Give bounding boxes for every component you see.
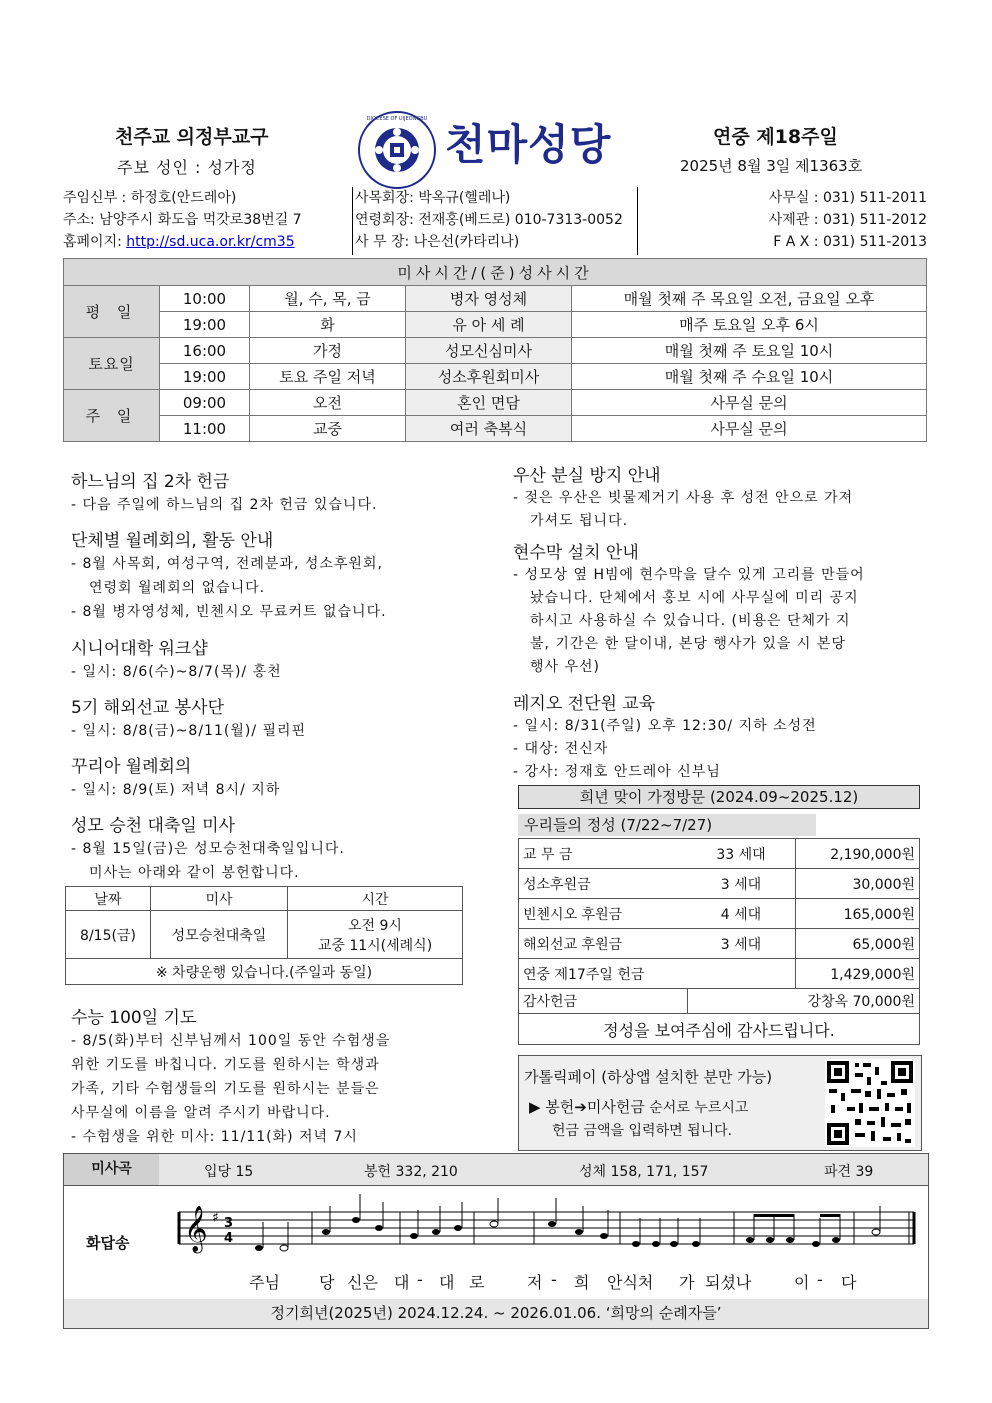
feast-date: 8/15(금) <box>66 911 151 959</box>
notice-text: - 젖은 우산은 빗물제거기 사용 후 성전 안으로 가져 <box>513 490 854 506</box>
mass-time: 11:00 <box>160 416 250 442</box>
mass-day: 가정 <box>250 338 406 364</box>
group-sunday: 주 일 <box>64 390 160 442</box>
table-row <box>519 989 920 1014</box>
sacrament: 성소후원회미사 <box>406 364 572 390</box>
lyric: 다 <box>841 1273 857 1292</box>
fax: F A X : 031) 511-2013 <box>773 234 927 250</box>
notice-text: - 8월 15일(금)은 성모승천대축일입니다. <box>71 841 345 857</box>
entrance-hymn: 입당 15 <box>204 1164 254 1180</box>
sacrament: 성모신심미사 <box>406 338 572 364</box>
office-phone: 사무실 : 031) 511-2011 <box>768 190 927 206</box>
notice-text: - 일시: 8/8(금)~8/11(월)/ 필리핀 <box>71 723 307 739</box>
lyric: 당 <box>319 1273 335 1292</box>
sacrament: 유 아 세 례 <box>406 312 572 338</box>
notice-text: 연령회 월례회의 없습니다. <box>89 580 266 596</box>
notice-title: 단체별 월례회의, 활동 안내 <box>71 531 274 551</box>
offering-count <box>687 959 796 989</box>
notice-text: 가셔도 됩니다. <box>530 513 629 529</box>
col-header: 날짜 <box>66 887 151 911</box>
col-header: 시간 <box>288 887 463 911</box>
notice-text: 불, 기간은 한 달이내, 본당 행사가 있을 시 본당 <box>530 636 846 652</box>
notice-text: 하시고 사용하실 수 있습니다. (비용은 단체가 지 <box>530 613 851 629</box>
notice-title: 꾸리아 월례회의 <box>71 757 192 777</box>
offering-amount: 30,000원 <box>796 869 920 899</box>
sacrament-time: 매월 첫째 주 목요일 오전, 금요일 오후 <box>572 286 927 312</box>
lyric: 되셨나 <box>705 1273 752 1292</box>
lyric: 저 <box>527 1273 543 1292</box>
mass-day: 토요 주일 저녁 <box>250 364 406 390</box>
home-visit-banner: 희년 맞이 가정방문 (2024.09~2025.12) <box>518 785 920 809</box>
sacrament: 여러 축복식 <box>406 416 572 442</box>
pay-title: 가톨릭페이 (하상앱 설치한 분만 가능) <box>524 1068 773 1086</box>
feast-mass: 성모승천대축일 <box>151 911 288 959</box>
notice-text: - 일시: 8/9(토) 저녁 8시/ 지하 <box>71 782 281 798</box>
notice-title: 우산 분실 방지 안내 <box>513 466 661 486</box>
offering-count: 33 세대 <box>687 839 796 869</box>
homepage-label: 홈페이지: <box>63 234 127 250</box>
table-row <box>519 959 920 989</box>
thanks-message: 정성을 보여주심에 감사드립니다. <box>519 1014 920 1045</box>
offering-amount: 65,000원 <box>796 929 920 959</box>
mass-music-label: 미사곡 <box>64 1154 159 1185</box>
table-row <box>64 364 927 390</box>
offertory-hymn: 봉헌 332, 210 <box>364 1164 458 1180</box>
lyric: - <box>551 1270 557 1289</box>
table-row <box>519 899 920 929</box>
group-weekday: 평 일 <box>64 286 160 338</box>
sacrament: 혼인 면담 <box>406 390 572 416</box>
offering-name: 성소후원금 <box>519 869 688 899</box>
issue-date: 2025년 8월 3일 제1363호 <box>680 157 863 175</box>
notice-title: 5기 해외선교 봉사단 <box>71 698 224 718</box>
mass-table-title: 미사시간/(준)성사시간 <box>64 259 927 286</box>
notice-text: - 강사: 정재호 안드레아 신부님 <box>513 764 721 780</box>
qr-code[interactable] <box>825 1059 915 1147</box>
group-saturday: 토요일 <box>64 338 160 390</box>
mass-music-row <box>64 1154 928 1185</box>
svg-text:DIOCESE OF UIJEONGBU: DIOCESE OF UIJEONGBU <box>366 116 428 122</box>
lyric: 대 <box>394 1273 410 1292</box>
offering-name: 해외선교 후원금 <box>519 929 688 959</box>
lyric: 대 <box>439 1273 455 1292</box>
offering-count: 4 세대 <box>687 899 796 929</box>
diocese-name: 천주교 의정부교구 <box>115 126 269 148</box>
dismissal-hymn: 파견 39 <box>824 1164 874 1180</box>
divider <box>352 187 353 255</box>
mass-time: 16:00 <box>160 338 250 364</box>
notice-text: - 성모상 옆 H빔에 현수막을 달수 있게 고리를 만들어 <box>513 567 865 583</box>
catholic-pay-box <box>518 1055 922 1151</box>
pay-instruction: 헌금 금액을 입력하면 됩니다. <box>552 1123 733 1139</box>
notice-text: - 8/5(화)부터 신부님께서 100일 동안 수험생을 <box>71 1033 391 1049</box>
rectory-phone: 사제관 : 031) 511-2012 <box>768 212 927 228</box>
mass-day: 화 <box>250 312 406 338</box>
mass-music-box <box>63 1153 929 1329</box>
offering-count: 3 세대 <box>687 869 796 899</box>
pay-instruction: 순서로 누르시고 <box>644 1100 749 1116</box>
notice-title: 하느님의 집 2차 헌금 <box>71 472 230 492</box>
notice-text: - 일시: 8/6(수)~8/7(목)/ 홍천 <box>71 664 282 680</box>
thanks-label: 감사헌금 <box>519 989 688 1014</box>
homepage-link[interactable]: http://sd.uca.or.kr/cm35 <box>126 234 295 250</box>
notice-text: 행사 우선) <box>530 659 601 675</box>
pastor: 주임신부 : 하정호(안드레아) <box>63 190 237 206</box>
notice-text: 사무실에 이름을 알려 주시기 바랍니다. <box>71 1105 331 1121</box>
notice-title: 성모 승천 대축일 미사 <box>71 816 236 836</box>
notice-text: 가족, 기타 수험생들의 기도를 원하시는 분들은 <box>71 1081 380 1097</box>
notice-text: - 수험생을 위한 미사: 11/11(화) 저녁 7시 <box>71 1129 358 1145</box>
svg-text:3: 3 <box>224 1216 234 1231</box>
mass-day: 오전 <box>250 390 406 416</box>
jubilee-footer: 정기희년(2025년) 2024.12.24. ~ 2026.01.06. ‘희망의 순례자들’ <box>64 1299 928 1328</box>
pay-instruction-strong: ▶ 봉헌➔미사헌금 <box>529 1098 645 1116</box>
table-row <box>64 416 927 442</box>
thanks-value: 강창옥 70,000원 <box>687 989 920 1014</box>
parish-info <box>63 187 927 257</box>
mass-day: 월, 수, 목, 금 <box>250 286 406 312</box>
feast-time: 교중 11시(세례식) <box>317 937 433 954</box>
mass-time: 10:00 <box>160 286 250 312</box>
notice-text: 미사는 아래와 같이 봉헌합니다. <box>89 865 300 881</box>
offering-count: 3 세대 <box>687 929 796 959</box>
liturgical-sunday: 연중 제18주일 <box>713 126 838 148</box>
offering-amount: 2,190,000원 <box>796 839 920 869</box>
notice-title: 시니어대학 워크샵 <box>71 639 208 659</box>
notice-text: - 대상: 전신자 <box>513 741 609 757</box>
table-row <box>519 869 920 899</box>
notice-title: 수능 100일 기도 <box>71 1008 197 1028</box>
sacrament: 병자 영성체 <box>406 286 572 312</box>
notice-text: - 다음 주일에 하느님의 집 2차 헌금 있습니다. <box>71 497 378 513</box>
psalm-label: 화답송 <box>86 1234 130 1252</box>
council-president: 사목회장: 박옥규(헬레나) <box>355 190 511 206</box>
communion-hymn: 성체 158, 171, 157 <box>579 1164 709 1180</box>
feast-time: 오전 9시 <box>348 917 402 934</box>
svg-text:4: 4 <box>224 1231 234 1246</box>
table-row <box>64 286 927 312</box>
notice-title: 현수막 설치 안내 <box>513 543 639 563</box>
notice-text: 놨습니다. 단체에서 홍보 시에 사무실에 미리 공지 <box>530 590 859 606</box>
table-row <box>519 839 920 869</box>
offering-name: 빈첸시오 후원금 <box>519 899 688 929</box>
table-row <box>64 312 927 338</box>
psalm-lyrics <box>249 1270 889 1294</box>
parish-title: 천마성당 <box>445 120 612 169</box>
svg-text:♯: ♯ <box>212 1210 219 1226</box>
notice-title: 레지오 전단원 교육 <box>513 694 656 714</box>
notice-text: - 8월 병자영성체, 빈첸시오 무료커트 없습니다. <box>71 604 387 620</box>
mass-day: 교중 <box>250 416 406 442</box>
mass-time: 09:00 <box>160 390 250 416</box>
bulletin-saint: 주보 성인 : 성가정 <box>117 158 257 177</box>
sacrament-time: 사무실 문의 <box>572 390 927 416</box>
sacrament-time: 매주 토요일 오후 6시 <box>572 312 927 338</box>
divider <box>637 187 638 255</box>
offering-table <box>518 838 920 1045</box>
feast-mass-table <box>65 886 463 985</box>
offering-name: 교 무 금 <box>519 839 688 869</box>
feast-note: ※ 차량운행 있습니다.(주일과 동일) <box>66 959 463 985</box>
table-row <box>519 1014 920 1045</box>
diocese-logo <box>357 110 437 190</box>
table-row <box>64 338 927 364</box>
mass-schedule-table <box>63 258 927 442</box>
notice-text: - 일시: 8/31(주일) 오후 12:30/ 지하 소성전 <box>513 718 817 734</box>
sacrament-time: 매월 첫째 주 토요일 10시 <box>572 338 927 364</box>
offering-title: 우리들의 정성 (7/22~7/27) <box>518 814 816 836</box>
col-header: 미사 <box>151 887 288 911</box>
mass-time: 19:00 <box>160 312 250 338</box>
lyric: 안식처 <box>607 1273 654 1292</box>
lyric: 로 <box>469 1273 485 1292</box>
office-manager: 사 무 장: 나은선(카타리나) <box>355 234 520 250</box>
sacrament-time: 사무실 문의 <box>572 416 927 442</box>
offering-amount: 165,000원 <box>796 899 920 929</box>
lyric: 희 <box>574 1273 590 1292</box>
lyric: 주님 <box>249 1273 280 1292</box>
offering-name: 연중 제17주일 헌금 <box>519 959 688 989</box>
sacrament-time: 매월 첫째 주 수요일 10시 <box>572 364 927 390</box>
lyric: 신은 <box>347 1273 378 1292</box>
table-row <box>64 390 927 416</box>
notice-text: - 8월 사목회, 여성구역, 전례분과, 성소후원회, <box>71 556 383 572</box>
table-row <box>519 929 920 959</box>
mass-time: 19:00 <box>160 364 250 390</box>
lyric: 이 <box>794 1273 810 1292</box>
svg-text:𝄞: 𝄞 <box>184 1206 208 1252</box>
funeral-president: 연령회장: 전재홍(베드로) 010-7313-0052 <box>355 212 623 228</box>
offering-amount: 1,429,000원 <box>796 959 920 989</box>
notice-text: 위한 기도를 바칩니다. 기도를 원하시는 학생과 <box>71 1057 380 1073</box>
lyric: - <box>817 1270 823 1289</box>
address: 주소: 남양주시 화도읍 먹갓로38번길 7 <box>63 212 302 228</box>
lyric: 가 <box>679 1273 695 1292</box>
lyric: - <box>417 1270 423 1289</box>
